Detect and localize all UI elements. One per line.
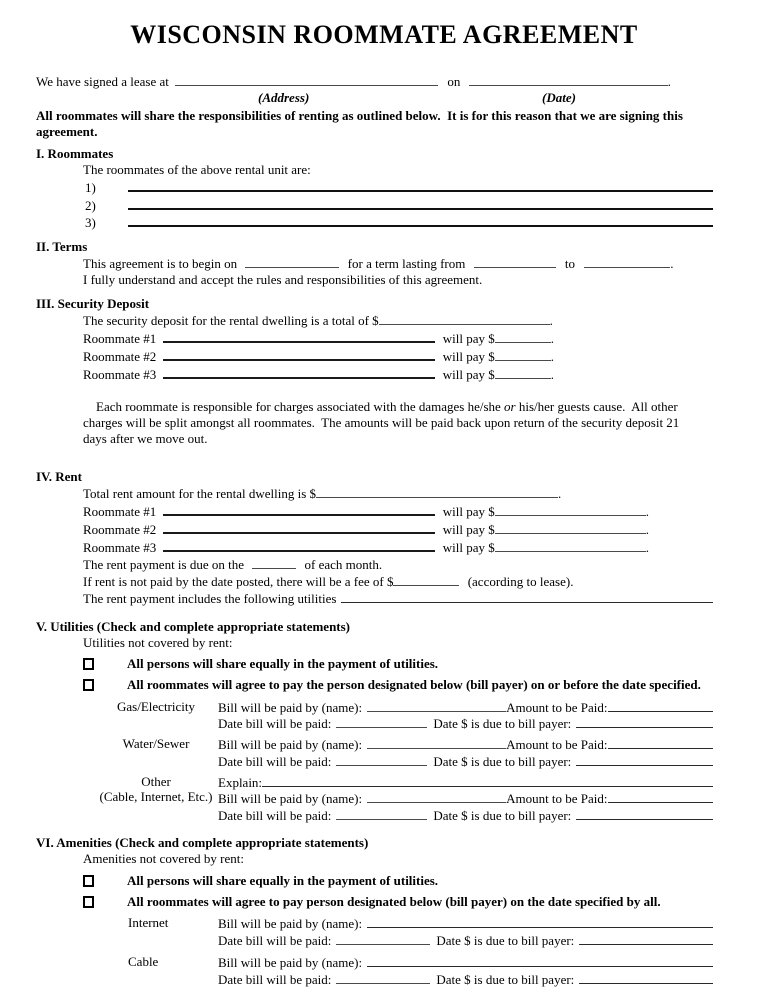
roommate-row-2 xyxy=(85,196,713,214)
deposit-total-blank[interactable] xyxy=(379,312,550,325)
deposit-row-3-period: . xyxy=(550,366,555,382)
cable-date-paid-label: Date bill will be paid: xyxy=(218,971,332,987)
section-terms-heading: II. Terms xyxy=(36,238,88,254)
amenities-option-2-label: All roommates will agree to pay person designated below (bill payer) on the date specified by all. xyxy=(127,893,661,909)
term-to-blank[interactable] xyxy=(584,255,670,268)
rent-roommate-row-1 xyxy=(83,502,732,520)
cable-date-due-blank[interactable] xyxy=(579,971,713,984)
damages-text-1: Each roommate is responsible for charges associated with the damages he/she xyxy=(96,398,505,414)
rent-will-pay-label-2: will pay $ xyxy=(442,521,495,537)
roommate-row-3 xyxy=(85,213,713,231)
rent-due-prefix: The rent payment is due on the xyxy=(83,556,245,572)
cable-bill-payer-name-blank[interactable] xyxy=(367,954,713,967)
gas-bill-payer-name-blank[interactable] xyxy=(367,699,506,712)
water-sewer-block xyxy=(36,736,732,769)
rent-roommate-1-name-blank[interactable] xyxy=(163,502,435,516)
rent-due-line xyxy=(83,556,732,573)
lease-line xyxy=(36,73,732,90)
terms-begin-prefix: This agreement is to begin on xyxy=(83,255,238,271)
roommate-2-blank[interactable] xyxy=(128,196,713,210)
rent-will-pay-label-1: will pay $ xyxy=(442,503,495,519)
water-date-paid-blank[interactable] xyxy=(336,753,427,766)
term-from-blank[interactable] xyxy=(474,255,556,268)
gas-amount-label: Amount to be Paid: xyxy=(506,699,608,715)
utilities-option-2 xyxy=(83,677,732,693)
internet-bill-by-label: Bill will be paid by (name): xyxy=(218,916,363,931)
other-date-paid-label: Date bill will be paid: xyxy=(218,807,332,823)
rent-roommate-row-2 xyxy=(83,520,732,538)
on-label: on xyxy=(447,74,461,89)
rent-fee-prefix: If rent is not paid by the date posted, there will be a fee of $ xyxy=(83,573,394,589)
lease-line-period: . xyxy=(667,74,671,89)
internet-date-due-label: Date $ is due to bill payer: xyxy=(436,932,575,948)
cable-bill-by-label: Bill will be paid by (name): xyxy=(218,955,363,970)
deposit-roommate-2-amount-blank[interactable] xyxy=(495,348,551,361)
cable-date-row xyxy=(218,971,713,988)
deposit-roommate-row-2 xyxy=(83,347,732,365)
other-amount-blank[interactable] xyxy=(608,790,713,803)
other-bill-row xyxy=(218,790,713,807)
deposit-total-line xyxy=(83,312,732,329)
included-utilities-blank[interactable] xyxy=(341,590,713,603)
other-explain-label: Explain: xyxy=(218,774,263,790)
other-explain-blank[interactable] xyxy=(262,774,713,787)
other-date-due-label: Date $ is due to bill payer: xyxy=(433,807,572,823)
water-bill-row xyxy=(218,736,713,753)
document-title: WISCONSIN ROOMMATE AGREEMENT xyxy=(130,20,638,49)
terms-acknowledgement: I fully understand and accept the rules and responsibilities of this agreement. xyxy=(83,271,483,287)
roommate-2-number: 2) xyxy=(85,197,96,213)
rent-roommate-2-label: Roommate #2 xyxy=(83,521,157,537)
deposit-roommate-row-3 xyxy=(83,365,732,383)
roommate-1-blank[interactable] xyxy=(128,178,713,192)
deposit-roommate-3-name-blank[interactable] xyxy=(163,365,435,379)
gas-bill-by-label: Bill will be paid by (name): xyxy=(218,699,363,715)
deposit-roommate-3-label: Roommate #3 xyxy=(83,366,157,382)
deposit-roommate-3-amount-blank[interactable] xyxy=(495,366,551,379)
rent-fee-suffix: (according to lease). xyxy=(467,573,574,589)
rent-includes-prefix: The rent payment includes the following utilities xyxy=(83,590,337,606)
roommate-3-number: 3) xyxy=(85,215,96,230)
gas-date-due-blank[interactable] xyxy=(576,715,713,728)
utilities-option-1 xyxy=(83,656,732,672)
deposit-total-prefix: The security deposit for the rental dwelling is a total of $ xyxy=(83,312,379,328)
terms-line xyxy=(83,255,732,272)
utilities-option-2-label: All roommates will agree to pay the person designated below (bill payer) on or before the date specified. xyxy=(127,677,701,692)
amenities-option-1-label: All persons will share equally in the payment of utilities. xyxy=(127,872,439,888)
cable-date-paid-blank[interactable] xyxy=(336,971,430,984)
water-bill-payer-name-blank[interactable] xyxy=(367,736,506,749)
other-date-row xyxy=(218,807,713,824)
other-date-due-blank[interactable] xyxy=(576,807,713,820)
gas-amount-blank[interactable] xyxy=(608,699,713,712)
begin-date-blank[interactable] xyxy=(245,255,339,268)
rent-total-line xyxy=(83,485,732,502)
section-utilities-heading: V. Utilities (Check and complete appropriate statements) xyxy=(36,618,351,634)
deposit-roommate-2-name-blank[interactable] xyxy=(163,347,435,361)
deposit-will-pay-label-1: will pay $ xyxy=(442,330,495,346)
late-fee-blank[interactable] xyxy=(393,573,459,586)
water-date-row xyxy=(218,753,713,770)
water-bill-by-label: Bill will be paid by (name): xyxy=(218,737,363,752)
rent-row-1-period: . xyxy=(645,503,650,519)
rent-roommate-2-name-blank[interactable] xyxy=(163,520,435,534)
rent-late-fee-line xyxy=(83,573,732,590)
amenities-intro: Amenities not covered by rent: xyxy=(83,851,245,866)
deposit-row-1-period: . xyxy=(550,330,555,346)
other-date-paid-blank[interactable] xyxy=(336,807,427,820)
deposit-row-2-period: . xyxy=(550,348,555,364)
rent-roommate-3-label: Roommate #3 xyxy=(83,539,157,555)
caption-row xyxy=(36,90,732,106)
water-date-due-blank[interactable] xyxy=(576,753,713,766)
gas-date-paid-label: Date bill will be paid: xyxy=(218,716,332,731)
cable-bill-row xyxy=(218,954,713,971)
rent-roommate-3-name-blank[interactable] xyxy=(163,538,435,552)
internet-date-row xyxy=(218,932,713,949)
rent-includes-line xyxy=(83,590,713,607)
damages-or-italic: or xyxy=(504,398,516,414)
damages-text-2: his/her guests cause. All other charges will be split amongst all roommates. The amounts will be paid back upon return of the security deposit 21 days after we move out. xyxy=(83,398,683,446)
deposit-will-pay-label-3: will pay $ xyxy=(442,366,495,382)
lease-prefix-text: We have signed a lease at xyxy=(36,74,169,89)
water-date-due-label: Date $ is due to bill payer: xyxy=(433,753,572,769)
other-explain-row xyxy=(218,774,713,791)
rent-total-period: . xyxy=(558,485,562,501)
internet-bill-payer-name-blank[interactable] xyxy=(367,915,713,928)
rent-total-prefix: Total rent amount for the rental dwelling is $ xyxy=(83,485,317,501)
rent-roommate-2-amount-blank[interactable] xyxy=(495,521,646,534)
deposit-will-pay-label-2: will pay $ xyxy=(442,348,495,364)
other-amount-label: Amount to be Paid: xyxy=(506,791,608,806)
deposit-roommate-row-1 xyxy=(83,329,732,347)
rent-roommate-3-amount-blank[interactable] xyxy=(495,539,646,552)
roommate-3-blank[interactable] xyxy=(128,213,713,227)
section-rent-heading: IV. Rent xyxy=(36,468,82,484)
gas-date-paid-blank[interactable] xyxy=(336,715,427,728)
roommate-1-number: 1) xyxy=(85,180,96,195)
deposit-total-period: . xyxy=(549,312,553,328)
cable-label: Cable xyxy=(128,954,159,969)
rent-will-pay-label-3: will pay $ xyxy=(442,539,495,555)
other-label-line1: Other xyxy=(141,773,171,789)
internet-block xyxy=(36,915,732,948)
section-security-deposit-heading: III. Security Deposit xyxy=(36,295,150,311)
internet-date-due-blank[interactable] xyxy=(579,932,713,945)
gas-date-due-label: Date $ is due to bill payer: xyxy=(433,716,572,731)
section-roommates-heading: I. Roommates xyxy=(36,146,114,161)
water-sewer-label: Water/Sewer xyxy=(122,736,190,751)
address-blank[interactable] xyxy=(175,73,438,86)
utilities-share-equally-checkbox[interactable] xyxy=(83,658,94,670)
deposit-roommate-2-label: Roommate #2 xyxy=(83,348,157,364)
internet-label: Internet xyxy=(128,915,169,930)
water-amount-blank[interactable] xyxy=(608,736,713,749)
cable-block xyxy=(36,954,732,987)
utilities-intro: Utilities not covered by rent: xyxy=(83,634,233,650)
gas-bill-row xyxy=(218,699,713,716)
rent-due-suffix: of each month. xyxy=(304,556,383,572)
section-amenities-heading: VI. Amenities (Check and complete appropriate statements) xyxy=(36,835,369,850)
rent-roommate-row-3 xyxy=(83,538,732,556)
internet-date-paid-blank[interactable] xyxy=(336,932,430,945)
rent-row-3-period: . xyxy=(645,539,650,555)
deposit-damages-paragraph xyxy=(83,383,705,463)
address-caption: (Address) xyxy=(258,90,310,105)
amenities-share-equally-checkbox[interactable] xyxy=(83,875,94,887)
deposit-roommate-1-label: Roommate #1 xyxy=(83,330,157,346)
roommates-intro: The roommates of the above rental unit are: xyxy=(83,162,311,177)
gas-date-row xyxy=(218,715,713,732)
other-bill-by-label: Bill will be paid by (name): xyxy=(218,791,363,806)
rent-total-blank[interactable] xyxy=(316,485,558,498)
utilities-option-1-label: All persons will share equally in the payment of utilities. xyxy=(127,656,439,671)
rent-due-day-blank[interactable] xyxy=(252,556,296,569)
internet-bill-row xyxy=(218,915,713,932)
terms-lasting-label: for a term lasting from xyxy=(347,255,466,271)
other-label xyxy=(94,774,218,805)
roommate-row-1 xyxy=(85,178,713,196)
terms-line-period: . xyxy=(670,255,674,271)
agreement-statement: All roommates will share the responsibilities of renting as outlined below. It is for this reason that we are signing this agreement. xyxy=(36,108,687,139)
gas-electricity-label: Gas/Electricity xyxy=(117,698,195,714)
rent-row-2-period: . xyxy=(645,521,650,537)
rent-roommate-1-label: Roommate #1 xyxy=(83,503,157,519)
other-utilities-block xyxy=(36,774,732,824)
water-amount-label: Amount to be Paid: xyxy=(506,737,608,752)
internet-date-paid-label: Date bill will be paid: xyxy=(218,932,332,948)
terms-to-label: to xyxy=(564,255,575,271)
cable-date-due-label: Date $ is due to bill payer: xyxy=(436,971,575,987)
other-label-line2: (Cable, Internet, Etc.) xyxy=(99,789,213,804)
amenities-option-2 xyxy=(83,894,732,910)
water-date-paid-label: Date bill will be paid: xyxy=(218,753,332,769)
date-caption: (Date) xyxy=(542,90,576,105)
utilities-bill-payer-checkbox[interactable] xyxy=(83,679,94,691)
rent-roommate-1-amount-blank[interactable] xyxy=(495,503,646,516)
gas-electricity-block xyxy=(36,699,732,732)
deposit-roommate-1-name-blank[interactable] xyxy=(163,329,435,343)
signed-date-blank[interactable] xyxy=(469,73,668,86)
deposit-roommate-1-amount-blank[interactable] xyxy=(495,330,551,343)
other-bill-payer-name-blank[interactable] xyxy=(367,790,506,803)
amenities-option-1 xyxy=(83,873,732,889)
amenities-bill-payer-checkbox[interactable] xyxy=(83,896,94,908)
